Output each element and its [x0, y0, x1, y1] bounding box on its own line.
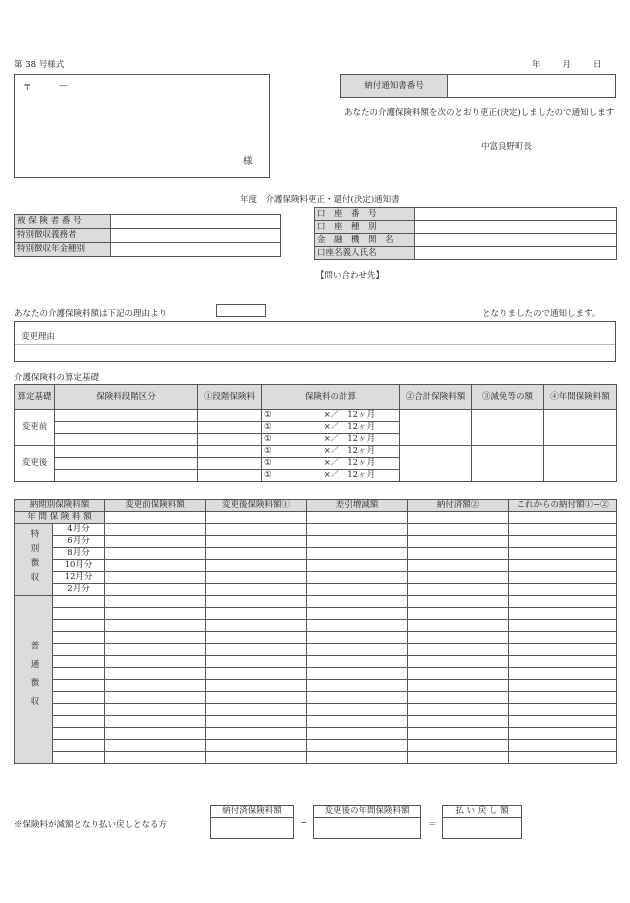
calc-header: ③減免等の額	[472, 385, 544, 410]
month-label: 6月分	[53, 536, 105, 548]
table-row	[15, 704, 617, 716]
postal-dash: —	[59, 81, 68, 91]
pay-header: 納期別保険料額	[15, 500, 105, 512]
calc-formula: ① ×／ 12ヶ月	[262, 470, 400, 482]
info-label: 口座名義人氏名	[315, 247, 415, 260]
info-label: 被 保 険 者 番 号	[15, 215, 111, 229]
table-row	[15, 740, 617, 752]
info-value	[111, 215, 281, 229]
table-row	[15, 692, 617, 704]
reason-suffix: となりましたので通知します。	[482, 309, 601, 319]
calc-formula: ① ×／ 12ヶ月	[262, 422, 400, 434]
calc-header: 算定基礎	[15, 385, 55, 410]
month-label: 4月分	[53, 524, 105, 536]
info-label: 特別徴収義務者	[15, 229, 111, 243]
postal-mark: 〒	[23, 83, 32, 93]
info-value	[415, 247, 617, 260]
notice-message: あなたの介護保険料額を次のとおり更正(決定)しましたので通知します	[344, 108, 615, 118]
table-row	[15, 620, 617, 632]
refund-note: ※保険料が減額となり払い戻しとなる方	[14, 820, 168, 830]
payment-schedule-table	[14, 499, 617, 764]
table-row	[15, 632, 617, 644]
calc-header: 保険料の計算	[262, 385, 400, 410]
table-row	[15, 728, 617, 740]
calc-section-title: 介護保険料の算定基礎	[14, 373, 100, 383]
bank-info-table	[314, 207, 617, 260]
equals-sign: ＝	[428, 820, 437, 830]
calc-header: 保険料段階区分	[55, 385, 198, 410]
refund-amount-label: 払 い 戻 し 額	[442, 805, 522, 818]
month-label: 2月分	[53, 584, 105, 596]
calc-header: ②合計保険料額	[400, 385, 472, 410]
refund-amount-field	[442, 817, 522, 839]
calc-formula: ① ×／ 12ヶ月	[262, 410, 400, 422]
insured-info-table	[14, 214, 281, 257]
calc-base-table	[14, 384, 617, 482]
calc-header: ④年間保険料額	[544, 385, 617, 410]
info-label: 金 融 機 関 名	[315, 234, 415, 247]
divider	[15, 344, 615, 345]
info-value	[415, 208, 617, 221]
pay-header: これからの納付額①−②	[509, 500, 617, 512]
calc-formula: ① ×／ 12ヶ月	[262, 434, 400, 446]
table-row	[15, 668, 617, 680]
normal-collection-label: 普通徴収	[15, 596, 53, 764]
pay-header: 変更後保険料額①	[206, 500, 307, 512]
pay-header: 納付済額②	[408, 500, 509, 512]
table-row	[15, 656, 617, 668]
table-row	[15, 644, 617, 656]
calc-formula: ① ×／ 12ヶ月	[262, 446, 400, 458]
pay-header: 変更前保険料額	[105, 500, 206, 512]
notice-number-label: 納付通知書番号	[340, 74, 448, 98]
change-reason-label: 変更理由	[21, 332, 56, 342]
info-value	[111, 243, 281, 257]
issuer-name: 中富良野町長	[481, 142, 533, 152]
change-reason-box	[14, 321, 616, 362]
table-row	[15, 752, 617, 764]
notice-number-field	[447, 74, 616, 98]
month-label: 8月分	[53, 548, 105, 560]
info-value	[415, 234, 617, 247]
special-collection-label: 特別徴収	[15, 524, 53, 596]
inquiry-label: 【問い合わせ先】	[316, 271, 385, 281]
month-label: 10月分	[53, 560, 105, 572]
paid-premium-label: 納付済保険料額	[210, 805, 294, 818]
pay-header: 差引増減額	[307, 500, 408, 512]
calc-row-label: 変更前	[15, 410, 55, 446]
minus-sign: −	[300, 818, 308, 828]
reason-blank	[216, 304, 266, 317]
address-box	[14, 74, 270, 178]
annual-premium-label: 年 間 保 険 料 額	[15, 512, 105, 524]
info-label: 特別徴収年金種別	[15, 243, 111, 257]
table-row	[15, 608, 617, 620]
issue-date: 年 月 日	[532, 60, 602, 70]
month-label: 12月分	[53, 572, 105, 584]
document-title: 年度 介護保険料更正・還付(決定)通知書	[240, 195, 400, 205]
paid-premium-field	[210, 817, 294, 839]
after-premium-field	[313, 817, 421, 839]
table-row	[15, 716, 617, 728]
info-label: 口 座 種 別	[315, 221, 415, 234]
reason-prefix: あなたの介護保険料額は下記の理由より	[14, 309, 168, 319]
calc-formula: ① ×／ 12ヶ月	[262, 458, 400, 470]
calc-header: ①段階保険料	[198, 385, 262, 410]
table-row	[15, 680, 617, 692]
calc-row-label: 変更後	[15, 446, 55, 482]
form-number: 第 38 号様式	[14, 60, 65, 70]
after-premium-label: 変更後の年間保険料額	[313, 805, 421, 818]
honorific-sama: 様	[243, 156, 253, 167]
info-value	[415, 221, 617, 234]
info-label: 口 座 番 号	[315, 208, 415, 221]
info-value	[111, 229, 281, 243]
